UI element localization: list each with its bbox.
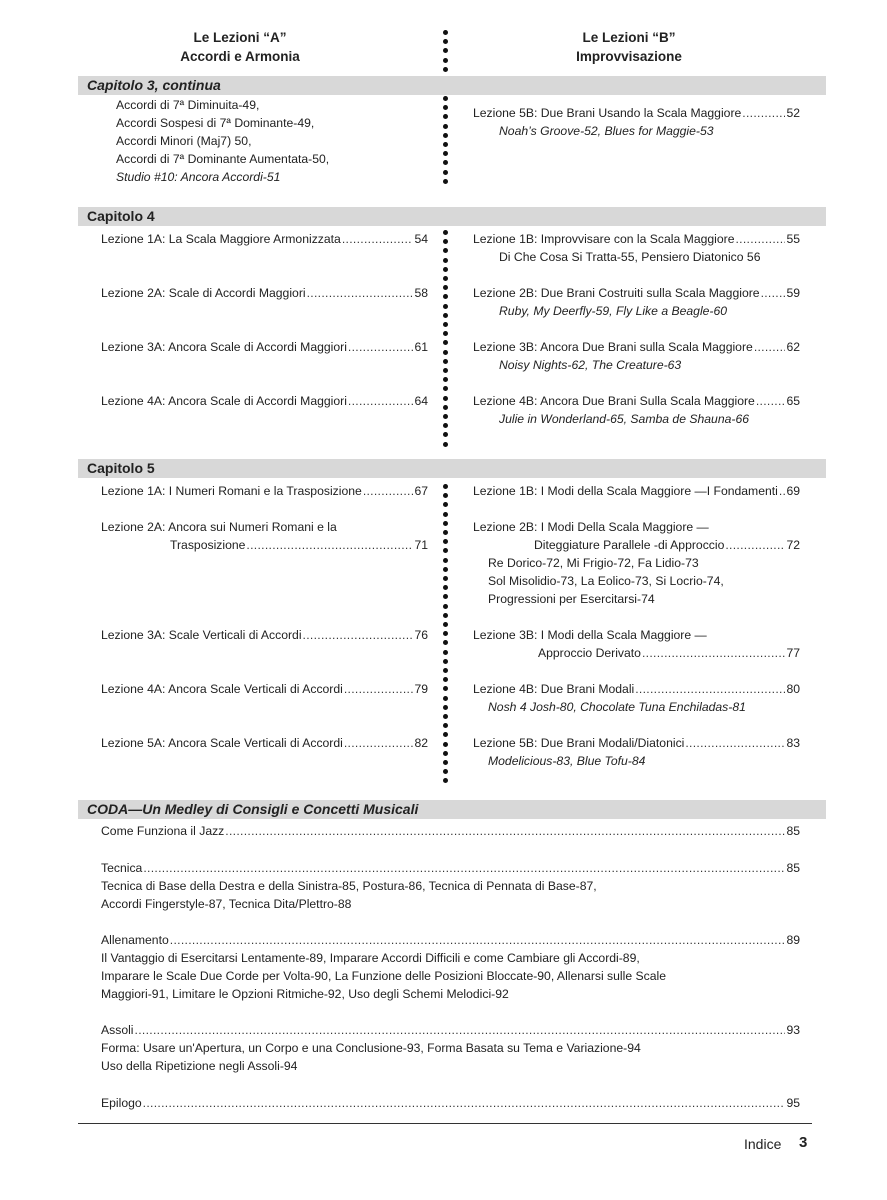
entry-page: 62	[786, 340, 800, 354]
entry-title[interactable]: Lezione 3B: I Modi della Scala Maggiore —	[473, 628, 707, 642]
divider-dot	[443, 631, 448, 636]
list-item: Accordi Sospesi di 7ª Dominante-49,	[116, 116, 315, 130]
toc-entry[interactable]	[101, 680, 428, 698]
right-column-header	[529, 28, 729, 66]
divider-dot	[443, 622, 448, 627]
entry-title: Come Funziona il Jazz	[101, 824, 225, 838]
divider-dot	[443, 294, 448, 299]
entry-page: 65	[786, 394, 800, 408]
entry-title: Lezione 4A: Ancora Scale di Accordi Maggiori	[101, 394, 347, 408]
footer-rule	[78, 1123, 812, 1124]
toc-entry[interactable]	[101, 626, 428, 644]
entry-page: 69	[786, 484, 800, 498]
entry-subtitle: Maggiori-91, Limitare le Opzioni Ritmiche-92, Uso degli Schemi Melodici-92	[101, 987, 509, 1001]
entry-subtitle: Sol Misolidio-73, La Eolico-73, Si Locrio-74,	[488, 574, 724, 588]
chapter-title: CODA—Un Medley di Consigli e Concetti Musicali	[87, 801, 419, 817]
toc-entry[interactable]	[101, 859, 800, 877]
divider-dot	[443, 114, 448, 119]
divider-dot	[443, 742, 448, 747]
chapter-bar-coda	[78, 800, 826, 819]
divider-dot	[443, 696, 448, 701]
entry-page: 54	[414, 232, 428, 246]
divider-dot	[443, 567, 448, 572]
right-header-line1: Le Lezioni “B”	[582, 30, 676, 45]
list-item: Accordi Minori (Maj7) 50,	[116, 134, 252, 148]
chapter-title: Capitolo 4	[87, 208, 155, 224]
toc-entry[interactable]	[101, 482, 428, 500]
entry-title: Lezione 4A: Ancora Scale Verticali di Accordi	[101, 682, 343, 696]
entry-page: 67	[414, 484, 428, 498]
divider-dot	[443, 484, 448, 489]
left-column-header	[140, 28, 340, 66]
entry-subtitle: Uso della Ripetizione negli Assoli-94	[101, 1059, 298, 1073]
entry-title: Lezione 4B: Ancora Due Brani Sulla Scala Maggiore	[473, 394, 755, 408]
right-header-line2: Improvvisazione	[576, 49, 682, 64]
entry-title[interactable]: Lezione 2B: I Modi Della Scala Maggiore —	[473, 520, 709, 534]
entry-title: Lezione 3B: Ancora Due Brani sulla Scala Maggiore	[473, 340, 753, 354]
divider-dot	[443, 686, 448, 691]
toc-entry[interactable]	[473, 284, 800, 302]
divider-dot	[443, 760, 448, 765]
divider-dot	[443, 778, 448, 783]
entry-page: 52	[786, 106, 800, 120]
list-item: Accordi di 7ª Dominante Aumentata-50,	[116, 152, 330, 166]
divider-dot	[443, 539, 448, 544]
entry-subtitle: Ruby, My Deerfly-59, Fly Like a Beagle-60	[499, 304, 728, 318]
divider-dot	[443, 705, 448, 710]
toc-entry[interactable]	[101, 1094, 800, 1112]
divider-dot	[443, 432, 448, 437]
divider-dot	[443, 368, 448, 373]
column-divider-ch5	[443, 484, 449, 780]
divider-dot	[443, 386, 448, 391]
divider-dot	[443, 521, 448, 526]
toc-entry[interactable]	[473, 734, 800, 752]
entry-title: Lezione 4B: Due Brani Modali	[473, 682, 635, 696]
divider-dot	[443, 405, 448, 410]
entry-subtitle: Forma: Usare un'Apertura, un Corpo e una Conclusione-93, Forma Basata su Tema e Variazione-94	[101, 1041, 641, 1055]
divider-dot	[443, 548, 448, 553]
entry-title: Lezione 1A: I Numeri Romani e la Trasposizione	[101, 484, 362, 498]
list-item: Accordi di 7ª Diminuita-49,	[116, 98, 260, 112]
footer-label: Indice	[744, 1136, 782, 1152]
toc-entry[interactable]	[534, 536, 800, 554]
entry-subtitle: Il Vantaggio di Esercitarsi Lentamente-89, Imparare Accordi Difficili e come Cambiare gli Accordi-89,	[101, 951, 640, 965]
entry-subtitle: Tecnica di Base della Destra e della Sinistra-85, Postura-86, Tecnica di Pennata di Base-87,	[101, 879, 597, 893]
divider-dot	[443, 640, 448, 645]
divider-dot	[443, 585, 448, 590]
entry-page: 76	[414, 628, 428, 642]
list-item: Studio #10: Ancora Accordi-51	[116, 170, 281, 184]
column-divider-top	[443, 30, 449, 75]
entry-page: 82	[414, 736, 428, 750]
left-header-line1: Le Lezioni “A”	[193, 30, 287, 45]
divider-dot	[443, 604, 448, 609]
toc-entry[interactable]	[101, 822, 800, 840]
divider-dot	[443, 677, 448, 682]
entry-page: 64	[414, 394, 428, 408]
divider-dot	[443, 512, 448, 517]
divider-dot	[443, 396, 448, 401]
divider-dot	[443, 160, 448, 165]
toc-entry[interactable]	[101, 931, 800, 949]
toc-entry[interactable]	[473, 230, 800, 248]
divider-dot	[443, 170, 448, 175]
entry-subtitle: Re Dorico-72, Mi Frigio-72, Fa Lidio-73	[488, 556, 699, 570]
divider-dot	[443, 285, 448, 290]
divider-dot	[443, 558, 448, 563]
chapter-bar-4	[78, 207, 826, 226]
entry-page: 55	[786, 232, 800, 246]
entry-subtitle: Imparare le Scale Due Corde per Volta-90, La Funzione delle Posizioni Bloccate-90, Allenarsi sulle Scale	[101, 969, 666, 983]
entry-subtitle: Progressioni per Esercitarsi-74	[488, 592, 655, 606]
divider-dot	[443, 668, 448, 673]
toc-entry[interactable]	[101, 392, 428, 410]
entry-title-cont: Trasposizione	[170, 538, 246, 552]
entry-title: Lezione 1B: Improvvisare con la Scala Maggiore	[473, 232, 735, 246]
divider-dot	[443, 350, 448, 355]
entry-page: 77	[786, 646, 800, 660]
chapter-bar-5	[78, 459, 826, 478]
entry-title: Lezione 1B: I Modi della Scala Maggiore —I Fondamenti	[473, 484, 778, 498]
entry-page: 79	[414, 682, 428, 696]
entry-page: 59	[786, 286, 800, 300]
entry-page: 71	[414, 538, 428, 552]
toc-entry[interactable]	[101, 1021, 800, 1039]
toc-entry[interactable]	[473, 680, 800, 698]
divider-dot	[443, 613, 448, 618]
toc-entry[interactable]	[538, 644, 800, 662]
entry-page: 93	[786, 1023, 800, 1037]
chapter-title: Capitolo 5	[87, 460, 155, 476]
divider-dot	[443, 267, 448, 272]
entry-subtitle: Noah’s Groove-52, Blues for Maggie-53	[499, 124, 714, 138]
entry-subtitle: Julie in Wonderland-65, Samba de Shauna-66	[499, 412, 750, 426]
divider-dot	[443, 340, 448, 345]
entry-title: Lezione 2A: Scale di Accordi Maggiori	[101, 286, 306, 300]
divider-dot	[443, 650, 448, 655]
divider-dot	[443, 502, 448, 507]
entry-subtitle: Noisy Nights-62, The Creature-63	[499, 358, 682, 372]
toc-entry[interactable]	[101, 338, 428, 356]
divider-dot	[443, 751, 448, 756]
toc-entry[interactable]	[170, 536, 428, 554]
entry-page: 58	[414, 286, 428, 300]
toc-entry[interactable]	[473, 338, 800, 356]
divider-dot	[443, 58, 448, 63]
entry-subtitle: Di Che Cosa Si Tratta-55, Pensiero Diatonico 56	[499, 250, 761, 264]
divider-dot	[443, 331, 448, 336]
toc-entry[interactable]	[101, 734, 428, 752]
entry-page: 89	[786, 933, 800, 947]
entry-title: Lezione 3A: Ancora Scale di Accordi Maggiori	[101, 340, 347, 354]
divider-dot	[443, 248, 448, 253]
divider-dot	[443, 594, 448, 599]
toc-entry[interactable]	[473, 482, 800, 500]
divider-dot	[443, 359, 448, 364]
chapter-title: Capitolo 3, continua	[87, 77, 221, 93]
page-number: 3	[799, 1134, 808, 1151]
entry-page: 85	[786, 861, 800, 875]
entry-subtitle: Modelicious-83, Blue Tofu-84	[488, 754, 646, 768]
entry-page: 95	[786, 1096, 800, 1110]
divider-dot	[443, 124, 448, 129]
entry-title: Lezione 3A: Scale Verticali di Accordi	[101, 628, 302, 642]
divider-dot	[443, 313, 448, 318]
divider-dot	[443, 493, 448, 498]
entry-title-cont: Diteggiature Parallele -di Approccio	[534, 538, 725, 552]
divider-dot	[443, 377, 448, 382]
divider-dot	[443, 732, 448, 737]
entry-subtitle: Nosh 4 Josh-80, Chocolate Tuna Enchiladas-81	[488, 700, 746, 714]
divider-dot	[443, 423, 448, 428]
divider-dot	[443, 39, 448, 44]
entry-page: 83	[786, 736, 800, 750]
divider-dot	[443, 258, 448, 263]
divider-dot	[443, 105, 448, 110]
divider-dot	[443, 230, 448, 235]
divider-dot	[443, 769, 448, 774]
divider-dot	[443, 442, 448, 447]
toc-entry[interactable]	[473, 104, 800, 122]
divider-dot	[443, 576, 448, 581]
divider-dot	[443, 30, 448, 35]
divider-dot	[443, 179, 448, 184]
divider-dot	[443, 151, 448, 156]
divider-dot	[443, 414, 448, 419]
divider-dot	[443, 239, 448, 244]
divider-dot	[443, 276, 448, 281]
entry-title: Assoli	[101, 1023, 134, 1037]
toc-entry[interactable]	[101, 284, 428, 302]
entry-title: Allenamento	[101, 933, 169, 947]
toc-entry[interactable]	[473, 392, 800, 410]
entry-subtitle: Accordi Fingerstyle-87, Tecnica Dita/Plettro-88	[101, 897, 352, 911]
divider-dot	[443, 723, 448, 728]
toc-entry[interactable]	[101, 230, 428, 248]
divider-dot	[443, 659, 448, 664]
divider-dot	[443, 322, 448, 327]
column-divider-ch4	[443, 230, 449, 445]
divider-dot	[443, 142, 448, 147]
entry-title-cont: Approccio Derivato	[538, 646, 641, 660]
divider-dot	[443, 67, 448, 72]
divider-dot	[443, 96, 448, 101]
left-header-line2: Accordi e Armonia	[180, 49, 300, 64]
column-divider-ch3	[443, 96, 449, 186]
divider-dot	[443, 304, 448, 309]
chapter-bar-3	[78, 76, 826, 95]
entry-title: Lezione 5A: Ancora Scale Verticali di Accordi	[101, 736, 343, 750]
entry-title: Tecnica	[101, 861, 143, 875]
entry-title: Lezione 5B: Due Brani Usando la Scala Maggiore	[473, 106, 742, 120]
divider-dot	[443, 48, 448, 53]
divider-dot	[443, 714, 448, 719]
entry-page: 85	[786, 824, 800, 838]
entry-title[interactable]: Lezione 2A: Ancora sui Numeri Romani e la	[101, 520, 337, 534]
entry-title: Lezione 2B: Due Brani Costruiti sulla Scala Maggiore	[473, 286, 760, 300]
entry-page: 61	[414, 340, 428, 354]
entry-title: Epilogo	[101, 1096, 142, 1110]
divider-dot	[443, 133, 448, 138]
entry-page: 72	[786, 538, 800, 552]
entry-page: 80	[786, 682, 800, 696]
divider-dot	[443, 530, 448, 535]
entry-title: Lezione 1A: La Scala Maggiore Armonizzata	[101, 232, 341, 246]
entry-title: Lezione 5B: Due Brani Modali/Diatonici	[473, 736, 685, 750]
